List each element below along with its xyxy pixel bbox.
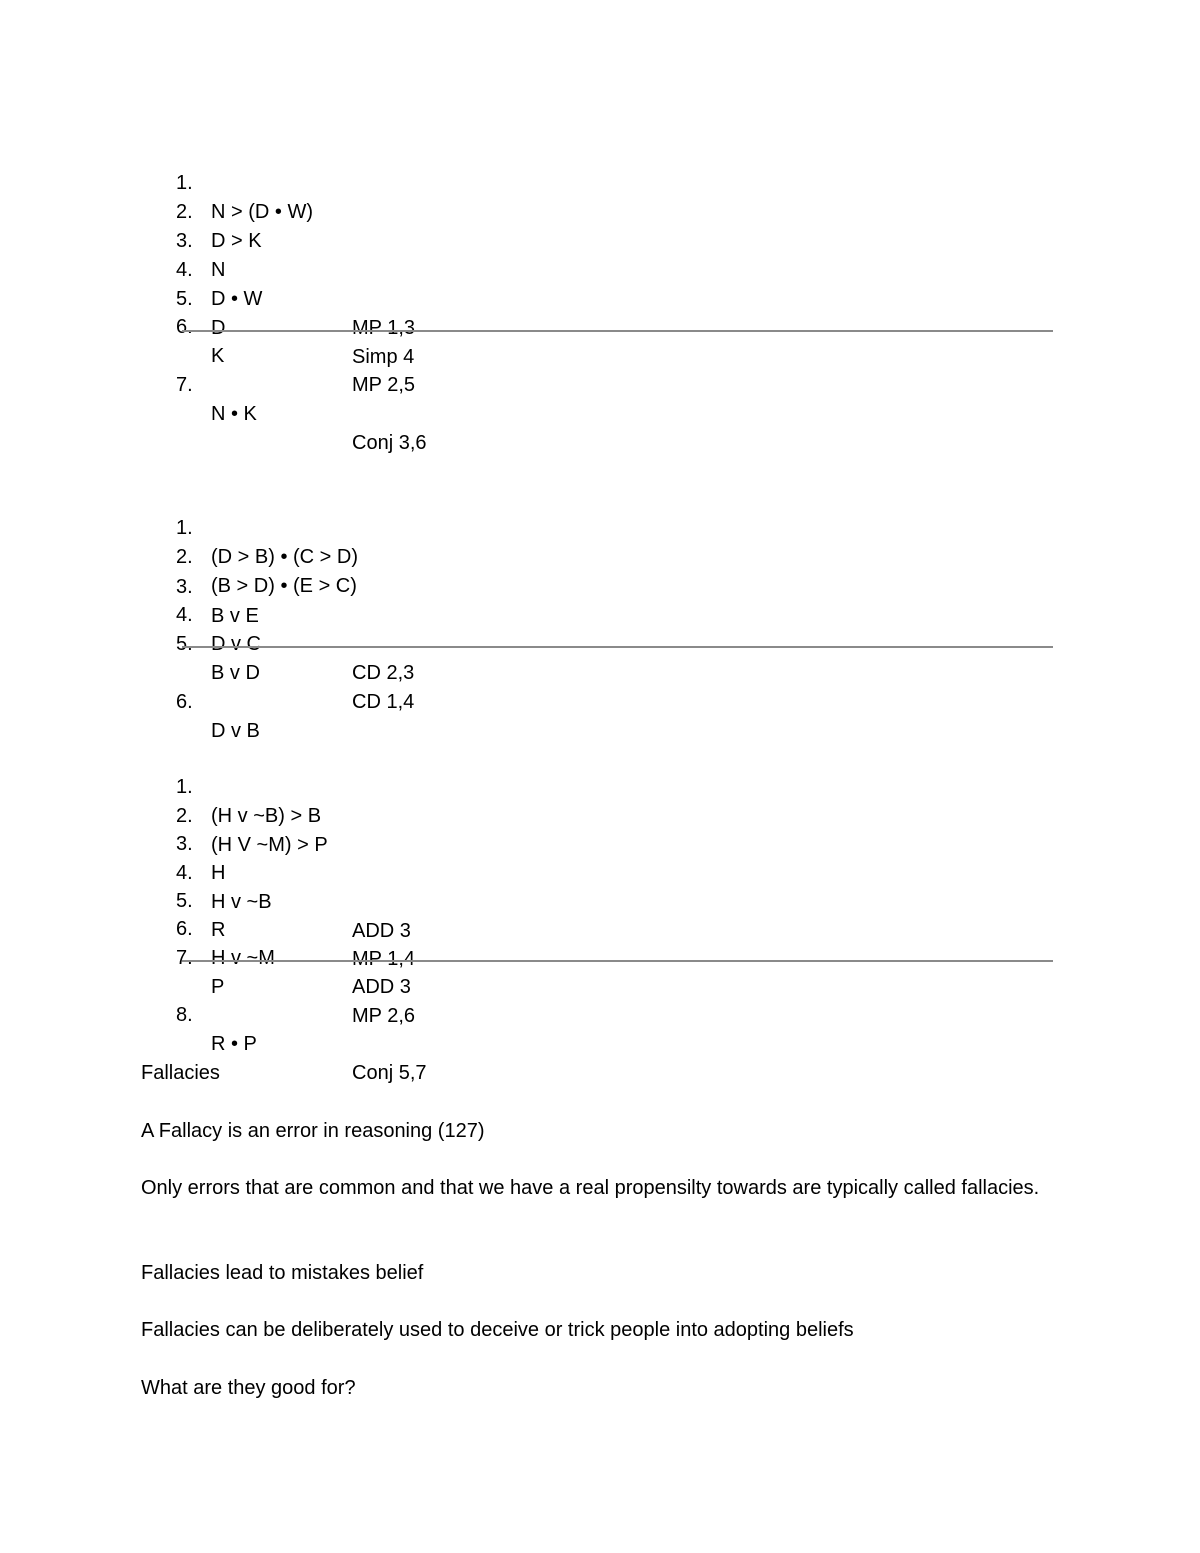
- line-justification: MP 1,3: [352, 317, 415, 339]
- line-expression: (H V ~M) > P: [211, 834, 328, 856]
- line-expression: K: [211, 345, 225, 367]
- line-justification: Conj 5,7: [352, 1062, 427, 1084]
- proof-line: [0, 544, 259, 627]
- line-number: 3.: [176, 576, 193, 598]
- line-expression: (B > D) • (E > C): [211, 575, 357, 597]
- line-number: 6.: [176, 918, 193, 940]
- line-justification: ADD 3: [352, 920, 411, 942]
- line-expression: N > (D • W): [211, 201, 313, 223]
- line-justification: MP 2,6: [352, 1005, 415, 1027]
- conclusion-rule: [182, 330, 1053, 332]
- line-expression: N • K: [211, 403, 257, 425]
- line-number: 7.: [176, 947, 193, 969]
- paragraph-deception: Fallacies can be deliberately used to deceive or trick people into adopting beliefs: [141, 1319, 854, 1341]
- line-number: 8.: [176, 1004, 193, 1026]
- line-justification: CD 1,4: [352, 691, 415, 713]
- line-number: 1.: [176, 776, 193, 798]
- line-expression: R • P: [211, 1033, 257, 1055]
- line-expression: (H v ~B) > B: [211, 805, 322, 827]
- line-number: 2.: [176, 546, 193, 568]
- proof-line: [0, 801, 226, 884]
- line-justification: ADD 3: [352, 976, 411, 998]
- line-number: 4.: [176, 862, 193, 884]
- line-expression: D v B: [211, 720, 260, 742]
- line-justification: Simp 4: [352, 346, 415, 368]
- line-number: 1.: [176, 172, 193, 194]
- line-number: 5.: [176, 890, 193, 912]
- line-number: 5.: [176, 288, 193, 310]
- line-expression: D • W: [211, 288, 263, 310]
- paragraph-definition: A Fallacy is an error in reasoning (127): [141, 1120, 485, 1142]
- conclusion-rule: [182, 646, 1053, 648]
- line-expression: D: [211, 317, 226, 339]
- line-number: 5.: [176, 633, 193, 655]
- proof-line: [0, 485, 359, 568]
- line-expression: D > K: [211, 230, 262, 252]
- paragraph-question: What are they good for?: [141, 1377, 356, 1399]
- line-expression: B v D: [211, 662, 260, 684]
- line-justification: MP 1,4: [352, 948, 415, 970]
- line-expression: P: [211, 976, 225, 998]
- line-expression: R: [211, 919, 226, 941]
- line-expression: N: [211, 259, 226, 281]
- paragraph-mistaken-belief: Fallacies lead to mistakes belief: [141, 1262, 424, 1284]
- line-expression: (D > B) • (C > D): [211, 546, 359, 568]
- line-expression: B v E: [211, 605, 259, 627]
- line-expression: H v ~B: [211, 891, 272, 913]
- line-number: 4.: [176, 604, 193, 626]
- line-justification: MP 2,5: [352, 374, 415, 396]
- line-expression: H v ~M: [211, 947, 275, 969]
- line-number: 7.: [176, 374, 193, 396]
- paragraph-common-errors: Only errors that are common and that we have a real propensilty towards are typically called fallacies.: [141, 1177, 1040, 1199]
- line-number: 3.: [176, 833, 193, 855]
- line-justification: Conj 3,6: [352, 432, 427, 454]
- line-number: 3.: [176, 230, 193, 252]
- line-number: 6.: [176, 691, 193, 713]
- line-justification: CD 2,3: [352, 662, 415, 684]
- line-number: 2.: [176, 201, 193, 223]
- proof-line: [0, 140, 313, 223]
- line-number: 1.: [176, 517, 193, 539]
- conclusion-rule: [182, 960, 1053, 962]
- line-number: 4.: [176, 259, 193, 281]
- proof-line: [0, 744, 322, 827]
- proof-line: [0, 198, 226, 281]
- line-number: 2.: [176, 805, 193, 827]
- line-number: 6.: [176, 316, 193, 338]
- line-expression: D v C: [211, 633, 261, 655]
- section-heading: Fallacies: [141, 1062, 220, 1084]
- line-expression: H: [211, 862, 226, 884]
